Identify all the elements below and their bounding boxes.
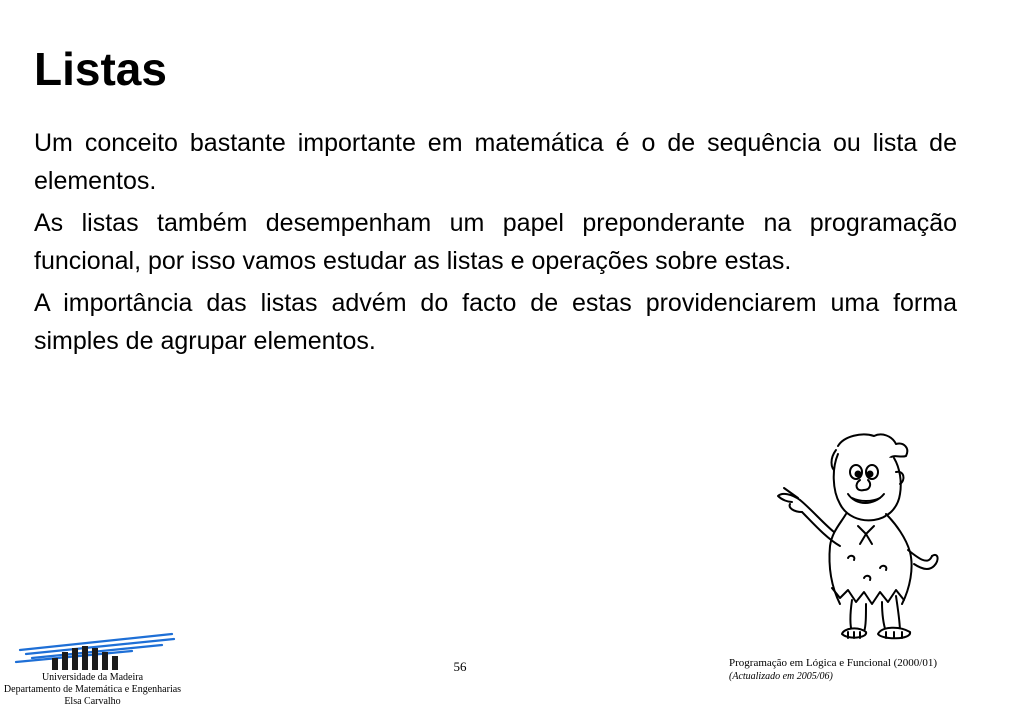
footer-course: Programação em Lógica e Funcional (2000/01) <box>729 657 938 669</box>
footer-institution <box>0 672 185 708</box>
slide-body <box>34 124 957 364</box>
slide-title: Listas <box>34 43 167 95</box>
page-number: 56 <box>453 659 467 674</box>
paragraph-3: A importância das listas advém do facto de estas providenciarem uma forma simples de agrupar elementos. <box>34 289 957 355</box>
footer-updated: (Actualizado em 2005/06) <box>729 671 833 682</box>
paragraph-2: As listas também desempenham um papel preponderante na programação funcional, por isso vamos estudar as listas e operações sobre estas. <box>34 209 957 275</box>
footer-university: Universidade da Madeira <box>41 672 144 683</box>
footer-department: Departamento de Matemática e Engenharias <box>3 684 182 695</box>
paragraph-1: Um conceito bastante importante em matemática é o de sequência ou lista de elementos. <box>34 129 957 195</box>
caveman-mascot-icon <box>770 428 950 646</box>
footer-course-info <box>729 656 999 684</box>
university-logo-icon <box>12 630 177 672</box>
footer-author: Elsa Carvalho <box>64 696 121 707</box>
